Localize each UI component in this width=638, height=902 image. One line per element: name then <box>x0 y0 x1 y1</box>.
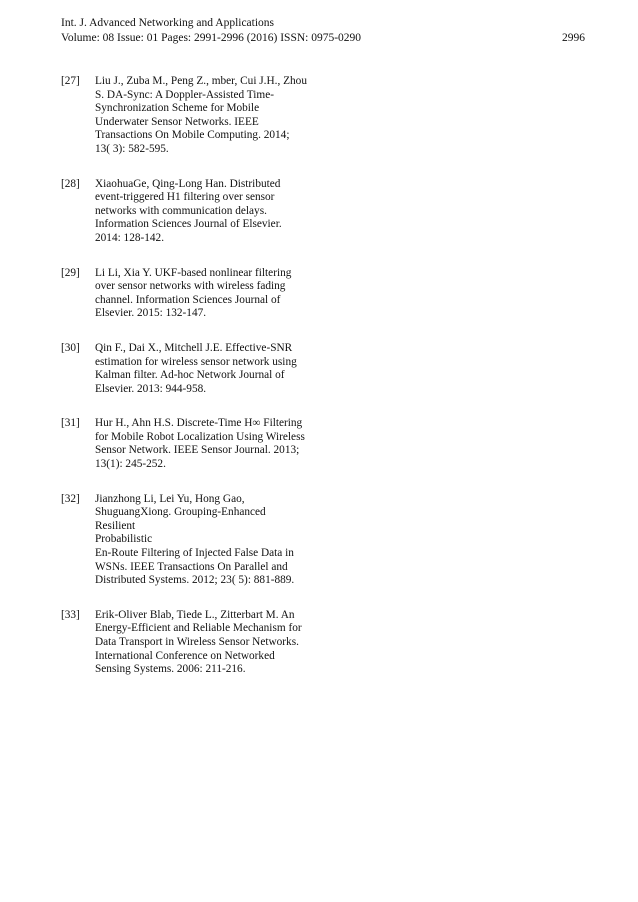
reference-entry <box>61 342 307 396</box>
reference-line: Elsevier. 2013: 944-958. <box>95 382 207 395</box>
reference-line: estimation for wireless sensor network using <box>95 355 297 368</box>
reference-line: Sensor Network. IEEE Sensor Journal. 2013; <box>95 444 300 457</box>
reference-list <box>61 75 307 698</box>
reference-number: [31] <box>61 417 80 430</box>
reference-line: Distributed Systems. 2012; 23( 5): 881-889. <box>95 574 295 587</box>
reference-text <box>95 342 307 396</box>
reference-line: Kalman filter. Ad-hoc Network Journal of <box>95 369 285 382</box>
journal-title: Int. J. Advanced Networking and Applications <box>61 17 275 29</box>
reference-line: Synchronization Scheme for Mobile <box>95 102 260 115</box>
reference-entry <box>61 417 307 471</box>
reference-line: Jianzhong Li, Lei Yu, Hong Gao, <box>95 492 245 505</box>
reference-line: Transactions On Mobile Computing. 2014; <box>95 129 290 142</box>
reference-line: Underwater Sensor Networks. IEEE <box>95 115 259 128</box>
reference-line: XiaohuaGe, Qing-Long Han. Distributed <box>95 177 281 190</box>
reference-line: Sensing Systems. 2006: 211-216. <box>95 663 246 676</box>
reference-text <box>95 493 307 588</box>
reference-line: 13(1): 245-252. <box>95 458 166 471</box>
reference-text <box>95 609 307 677</box>
reference-line: S. DA-Sync: A Doppler-Assisted Time- <box>95 88 274 101</box>
reference-entry <box>61 493 307 588</box>
reference-line: Qin F., Dai X., Mitchell J.E. Effective-SNR <box>95 341 293 354</box>
reference-line: En-Route Filtering of Injected False Data in <box>95 547 294 560</box>
reference-line: International Conference on Networked <box>95 649 275 662</box>
reference-entry <box>61 609 307 677</box>
reference-entry <box>61 267 307 321</box>
reference-line: Information Sciences Journal of Elsevier. <box>95 218 282 231</box>
page-number: 2996 <box>562 32 585 44</box>
reference-text <box>95 178 307 246</box>
reference-number: [27] <box>61 75 80 87</box>
header-volume-row <box>61 31 585 46</box>
reference-text <box>95 267 307 321</box>
reference-entry <box>61 75 307 157</box>
reference-number: [29] <box>61 266 80 279</box>
reference-line: Data Transport in Wireless Sensor Networks. <box>95 636 299 648</box>
reference-line: channel. Information Sciences Journal of <box>95 293 281 306</box>
reference-number: [33] <box>61 608 80 621</box>
reference-number: [30] <box>61 341 80 354</box>
reference-line: over sensor networks with wireless fading <box>95 280 286 293</box>
reference-entry <box>61 178 307 246</box>
reference-line: event-triggered H1 filtering over sensor <box>95 191 275 204</box>
page-header <box>61 16 585 46</box>
reference-line: Energy-Efficient and Reliable Mechanism for <box>95 622 302 635</box>
reference-line: WSNs. IEEE Transactions On Parallel and <box>95 560 288 573</box>
reference-line: Elsevier. 2015: 132-147. <box>95 307 207 320</box>
reference-line: Hur H., Ahn H.S. Discrete-Time H∞ Filtering <box>95 417 303 430</box>
reference-line: 2014: 128-142. <box>95 231 165 244</box>
reference-line: 13( 3): 582-595. <box>95 142 169 155</box>
reference-number: [28] <box>61 177 80 190</box>
reference-line: for Mobile Robot Localization Using Wireless <box>95 430 305 443</box>
reference-text <box>95 417 307 471</box>
reference-line: Probabilistic <box>95 533 153 546</box>
reference-text <box>95 75 307 157</box>
reference-line: ShuguangXiong. Grouping-Enhanced Resilient <box>95 506 266 532</box>
volume-info: Volume: 08 Issue: 01 Pages: 2991-2996 (2016) ISSN: 0975-0290 <box>61 32 362 44</box>
reference-line: Erik-Oliver Blab, Tiede L., Zitterbart M. An <box>95 608 295 621</box>
reference-line: Liu J., Zuba M., Peng Z., mber, Cui J.H., Zhou <box>95 75 307 87</box>
reference-number: [32] <box>61 492 80 505</box>
reference-line: networks with communication delays. <box>95 204 267 217</box>
reference-line: Li Li, Xia Y. UKF-based nonlinear filtering <box>95 266 292 279</box>
